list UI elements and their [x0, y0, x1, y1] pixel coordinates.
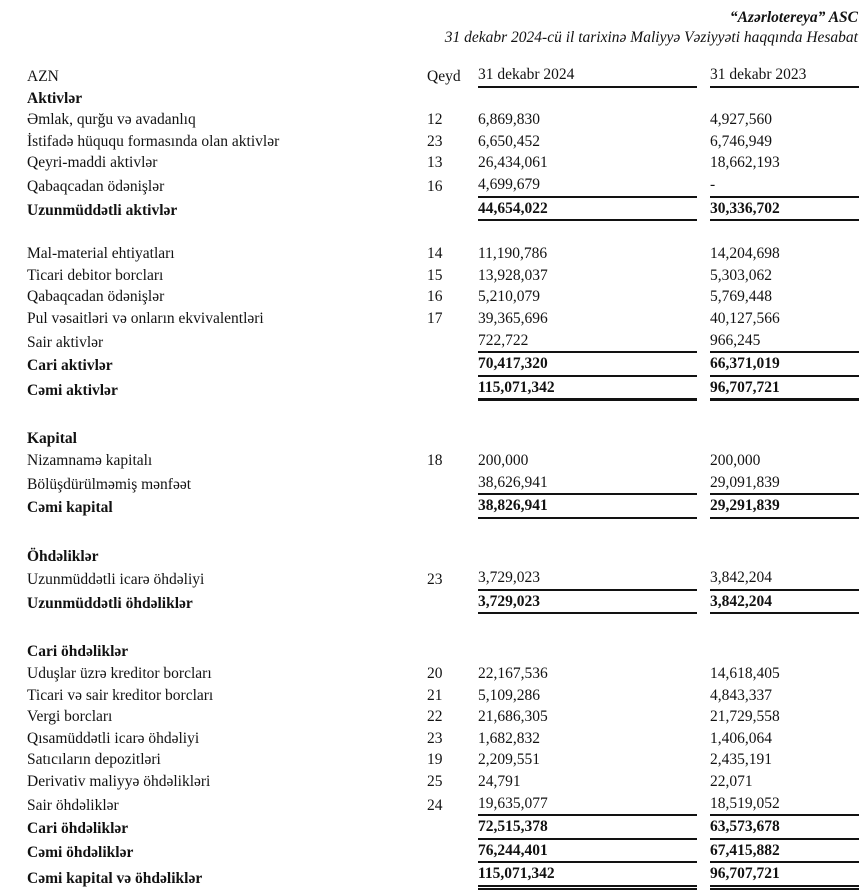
note-cell: [427, 495, 478, 519]
row-label: Əmlak, qurğu və avadanlıq: [27, 111, 196, 129]
value-2024-cell: 1,682,832: [478, 729, 540, 747]
value-2023-cell: 67,415,882: [710, 840, 859, 864]
currency-header: AZN: [27, 68, 59, 85]
value-2023-cell: 966,245: [710, 330, 859, 354]
table-row: [27, 286, 859, 308]
note-cell: 24: [427, 796, 443, 814]
value-2023-cell: 5,769,448: [710, 288, 772, 306]
note-cell: [427, 88, 478, 110]
table-row: [27, 330, 859, 354]
note-cell: [427, 863, 478, 890]
note-cell: 22: [427, 708, 443, 726]
value-2023-cell: 63,573,678: [710, 816, 859, 840]
table-row: [27, 749, 859, 771]
value-2024-cell: 5,109,286: [478, 686, 540, 704]
period-2023-header: 31 dekabr 2023: [710, 64, 859, 88]
row-label: Cəmi kapital və öhdəliklər: [27, 870, 203, 888]
row-label: Qeyri-maddi aktivlər: [27, 154, 158, 172]
value-2023-cell: [710, 88, 859, 110]
table-row: [27, 663, 859, 685]
table-row: [27, 109, 859, 131]
note-cell: 12: [427, 111, 443, 129]
column-spacer: [697, 567, 710, 591]
column-spacer: [697, 174, 710, 198]
value-2024-cell: 11,190,786: [478, 245, 548, 263]
value-2024-cell: 6,869,830: [478, 111, 540, 129]
value-2024-cell: [478, 428, 697, 450]
value-2024-cell: 21,686,305: [478, 708, 548, 726]
value-2023-cell: 4,927,560: [710, 111, 772, 129]
table-row: [27, 131, 859, 153]
column-spacer: [697, 641, 710, 663]
note-cell: 13: [427, 154, 443, 172]
period-2024-header: 31 dekabr 2024: [478, 64, 697, 88]
table-row: [27, 450, 859, 472]
spacer-cell: [27, 401, 859, 428]
column-spacer: [697, 450, 710, 472]
row-label: Cari öhdəliklər: [27, 820, 129, 838]
table-row: [27, 88, 859, 110]
column-spacer: [697, 706, 710, 728]
column-spacer: [697, 64, 710, 88]
value-2024-cell: 2,209,551: [478, 751, 540, 769]
column-spacer: [697, 131, 710, 153]
note-cell: [427, 840, 478, 864]
column-spacer: [697, 377, 710, 402]
value-2023-cell: 22,071: [710, 773, 753, 791]
value-2024-cell: 26,434,061: [478, 154, 548, 172]
value-2023-cell: -: [710, 174, 859, 198]
row-label: Kapital: [27, 430, 77, 448]
value-2023-cell: 30,336,702: [710, 198, 859, 222]
spacer-row: [27, 614, 859, 641]
row-label: Qabaqcadan ödənişlər: [27, 177, 165, 195]
row-label: Sair öhdəliklər: [27, 796, 119, 814]
table-row: [27, 728, 859, 750]
column-spacer: [697, 198, 710, 222]
balance-sheet-table: [27, 64, 859, 890]
row-label: Qısamüddətli icarə öhdəliyi: [27, 729, 200, 747]
value-2024-cell: 22,167,536: [478, 665, 548, 683]
column-spacer: [697, 663, 710, 685]
note-cell: 25: [427, 773, 443, 791]
value-2024-cell: 722,722: [478, 330, 697, 354]
table-row: [27, 546, 859, 568]
row-label: Uzunmüddətli icarə öhdəliyi: [27, 571, 205, 589]
note-cell: 14: [427, 245, 443, 263]
value-2024-cell: 38,826,941: [478, 495, 697, 519]
row-label: Sair aktivlər: [27, 333, 104, 351]
row-label: Cəmi öhdəliklər: [27, 843, 134, 861]
row-label: Cari öhdəliklər: [27, 643, 129, 661]
table-row: [27, 567, 859, 591]
value-2023-cell: 21,729,558: [710, 708, 780, 726]
value-2024-cell: 44,654,022: [478, 198, 697, 222]
value-2023-cell: 66,371,019: [710, 353, 859, 377]
note-cell: [427, 472, 478, 496]
note-cell: [427, 816, 478, 840]
row-label: Mal-material ehtiyatları: [27, 245, 175, 263]
note-cell: 20: [427, 665, 443, 683]
column-spacer: [697, 109, 710, 131]
value-2023-cell: 29,091,839: [710, 472, 859, 496]
note-cell: [427, 353, 478, 377]
note-cell: 23: [427, 571, 443, 589]
row-label: Aktivlər: [27, 89, 83, 107]
value-2024-cell: 4,699,679: [478, 174, 697, 198]
row-label: Cəmi aktivlər: [27, 381, 118, 399]
value-2024-cell: 115,071,342: [478, 863, 697, 890]
table-row: [27, 863, 859, 890]
value-2024-cell: 19,635,077: [478, 793, 697, 817]
row-label: Derivativ maliyyə öhdəlikləri: [27, 773, 211, 791]
row-label: Nizamnamə kapitalı: [27, 451, 153, 469]
column-spacer: [697, 793, 710, 817]
value-2024-cell: 5,210,079: [478, 288, 540, 306]
column-spacer: [697, 546, 710, 568]
table-row: [27, 308, 859, 330]
note-cell: [427, 428, 478, 450]
column-spacer: [697, 353, 710, 377]
spacer-row: [27, 519, 859, 546]
value-2024-cell: 115,071,342: [478, 377, 697, 402]
spacer-cell: [27, 614, 859, 641]
value-2024-cell: 76,244,401: [478, 840, 697, 864]
column-spacer: [697, 495, 710, 519]
value-2024-cell: 3,729,023: [478, 567, 697, 591]
row-label: Ticari və sair kreditor borcları: [27, 686, 214, 704]
table-row: [27, 198, 859, 222]
row-label: Pul vəsaitləri və onların ekvivalentləri: [27, 309, 264, 327]
value-2023-cell: 96,707,721: [710, 863, 859, 890]
row-label: İstifadə hüququ formasında olan aktivlər: [27, 132, 280, 150]
row-label: Cari aktivlər: [27, 357, 113, 375]
column-spacer: [697, 265, 710, 287]
column-spacer: [697, 152, 710, 174]
row-label: Vergi borcları: [27, 708, 113, 726]
value-2024-cell: 72,515,378: [478, 816, 697, 840]
table-row: [27, 265, 859, 287]
value-2024-cell: 24,791: [478, 773, 521, 791]
table-row: [27, 353, 859, 377]
value-2024-cell: [478, 88, 697, 110]
row-label: Uzunmüddətli öhdəliklər: [27, 594, 193, 612]
note-cell: 17: [427, 309, 443, 327]
value-2023-cell: 14,204,698: [710, 245, 780, 263]
company-name: “Azərlotereya” ASC: [729, 9, 858, 26]
row-label: Cəmi kapital: [27, 499, 113, 517]
row-label: Ticari debitor borcları: [27, 266, 164, 284]
row-label: Öhdəliklər: [27, 547, 99, 565]
value-2023-cell: 18,519,052: [710, 793, 859, 817]
table-row: [27, 641, 859, 663]
note-cell: 19: [427, 751, 443, 769]
table-row: [27, 243, 859, 265]
table-row: [27, 685, 859, 707]
value-2023-cell: 5,303,062: [710, 266, 772, 284]
column-spacer: [697, 591, 710, 615]
note-cell: [427, 546, 478, 568]
value-2024-cell: [478, 546, 697, 568]
table-row: [27, 816, 859, 840]
value-2024-cell: [478, 641, 697, 663]
note-cell: 15: [427, 266, 443, 284]
value-2023-cell: 3,842,204: [710, 591, 859, 615]
column-spacer: [697, 863, 710, 890]
value-2023-cell: 4,843,337: [710, 686, 772, 704]
table-row: [27, 793, 859, 817]
column-spacer: [697, 308, 710, 330]
value-2024-cell: 38,626,941: [478, 472, 697, 496]
value-2023-cell: 6,746,949: [710, 132, 772, 150]
column-spacer: [697, 685, 710, 707]
table-row: [27, 495, 859, 519]
row-label: Satıcıların depozitləri: [27, 751, 161, 769]
table-row: [27, 840, 859, 864]
note-column-header: Qeyd: [427, 68, 461, 85]
note-cell: [427, 641, 478, 663]
value-2024-cell: 200,000: [478, 451, 529, 469]
table-row: [27, 706, 859, 728]
balance-sheet-body: [27, 88, 859, 890]
column-spacer: [697, 472, 710, 496]
value-2024-cell: 6,650,452: [478, 132, 540, 150]
table-row: [27, 472, 859, 496]
value-2023-cell: 14,618,405: [710, 665, 780, 683]
row-label: Bölüşdürülməmiş mənfəət: [27, 475, 192, 493]
column-spacer: [697, 749, 710, 771]
note-cell: [427, 377, 478, 402]
column-spacer: [697, 88, 710, 110]
value-2023-cell: 18,662,193: [710, 154, 780, 172]
value-2024-cell: 70,417,320: [478, 353, 697, 377]
spacer-row: [27, 221, 859, 243]
column-spacer: [697, 428, 710, 450]
report-title: 31 dekabr 2024-cü il tarixinə Maliyyə Vəziyyəti haqqında Hesabat: [444, 29, 858, 46]
column-spacer: [697, 286, 710, 308]
column-spacer: [697, 840, 710, 864]
row-label: Uduşlar üzrə kreditor borcları: [27, 665, 212, 683]
row-label: Uzunmüddətli aktivlər: [27, 201, 178, 219]
value-2023-cell: 29,291,839: [710, 495, 859, 519]
column-spacer: [697, 816, 710, 840]
column-spacer: [697, 330, 710, 354]
spacer-cell: [27, 221, 859, 243]
value-2023-cell: 40,127,566: [710, 309, 780, 327]
value-2023-cell: 200,000: [710, 451, 761, 469]
note-cell: 21: [427, 686, 443, 704]
value-2024-cell: 39,365,696: [478, 309, 548, 327]
note-cell: 16: [427, 288, 443, 306]
value-2023-cell: 2,435,191: [710, 751, 772, 769]
note-cell: [427, 330, 478, 354]
report-header: [0, 0, 862, 48]
column-spacer: [697, 771, 710, 793]
table-row: [27, 591, 859, 615]
note-cell: 18: [427, 451, 443, 469]
row-label: Qabaqcadan ödənişlər: [27, 288, 165, 306]
value-2023-cell: [710, 641, 859, 663]
value-2023-cell: [710, 428, 859, 450]
value-2024-cell: 13,928,037: [478, 266, 548, 284]
value-2023-cell: 1,406,064: [710, 729, 772, 747]
note-cell: 23: [427, 132, 443, 150]
table-row: [27, 174, 859, 198]
note-cell: [427, 591, 478, 615]
table-row: [27, 152, 859, 174]
note-cell: 16: [427, 177, 443, 195]
column-spacer: [697, 243, 710, 265]
table-header-row: [27, 64, 859, 88]
column-spacer: [697, 728, 710, 750]
value-2023-cell: 3,842,204: [710, 567, 859, 591]
spacer-row: [27, 401, 859, 428]
table-row: [27, 771, 859, 793]
table-row: [27, 428, 859, 450]
value-2023-cell: 96,707,721: [710, 377, 859, 402]
table-row: [27, 377, 859, 402]
spacer-cell: [27, 519, 859, 546]
value-2024-cell: 3,729,023: [478, 591, 697, 615]
note-cell: 23: [427, 729, 443, 747]
value-2023-cell: [710, 546, 859, 568]
note-cell: [427, 198, 478, 222]
